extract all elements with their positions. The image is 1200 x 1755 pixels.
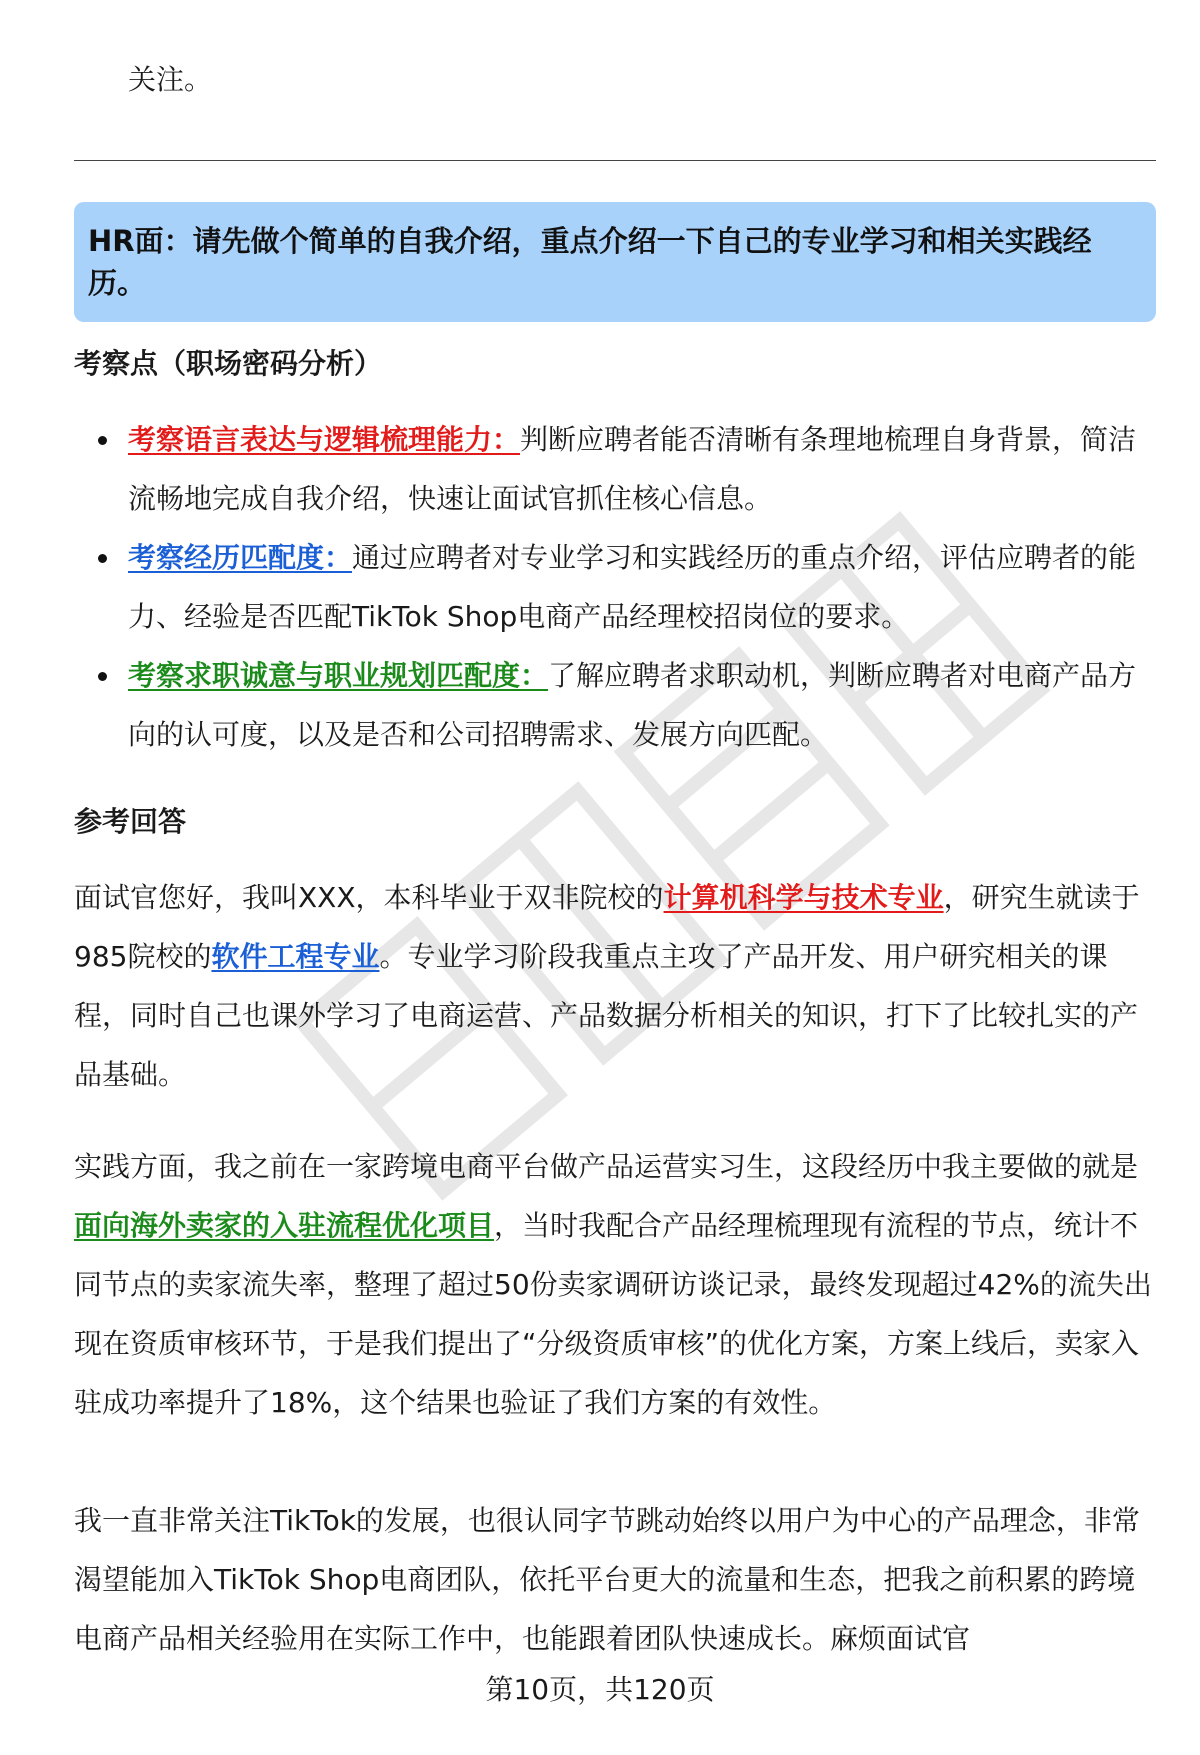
list-item <box>74 646 1154 764</box>
answer-paragraph-2 <box>74 1137 1156 1432</box>
item-text: 了解应聘者求职动机，判断应聘者对电商产品方向的认可度，以及是否和公司招聘需求、发展方向匹配。 <box>128 659 1137 751</box>
answer-heading: 参考回答 <box>74 805 187 838</box>
analysis-heading: 考察点（职场密码分析） <box>74 347 383 380</box>
section-divider <box>74 160 1156 161</box>
bullet-icon <box>98 672 107 681</box>
answer-paragraph-3: 我一直非常关注TikTok的发展，也很认同字节跳动始终以用户为中心的产品理念，非常渴望能加入TikTok Shop电商团队，依托平台更大的流量和生态，把我之前积累的跨境电商产品相关经验用在实际工作中，也能跟着团队快速成长。麻烦面试官 <box>74 1504 1140 1655</box>
analysis-list <box>74 410 1154 764</box>
item-text: 判断应聘者能否清晰有条理地梳理自身背景，简洁流畅地完成自我介绍，快速让面试官抓住核心信息。 <box>128 423 1137 515</box>
paragraph-text: 。专业学习阶段我重点主攻了产品开发、用户研究相关的课程，同时自己也课外学习了电商运营、产品数据分析相关的知识，打下了比较扎实的产品基础。 <box>74 940 1139 1091</box>
paragraph-text: ，研究生就读于985院校的 <box>74 881 1140 973</box>
item-text: 通过应聘者对专业学习和实践经历的重点介绍，评估应聘者的能力、经验是否匹配TikTok Shop电商产品经理校招岗位的要求。 <box>128 541 1137 633</box>
continued-text: 关注。 <box>128 63 213 96</box>
question-box <box>74 202 1156 322</box>
keyword-major-se: 软件工程专业 <box>211 940 380 973</box>
list-item <box>74 528 1154 646</box>
paragraph-text: ，当时我配合产品经理梳理现有流程的节点，统计不同节点的卖家流失率，整理了超过50份卖家调研访谈记录，最终发现超过42%的流失出现在资质审核环节，于是我们提出了“分级资质审核”的优化方案，方案上线后，卖家入驻成功率提升了18%，这个结果也验证了我们方案的有效性。 <box>74 1209 1152 1419</box>
answer-paragraph-1 <box>74 868 1156 1104</box>
paragraph-text: 面试官您好，我叫XXX，本科毕业于双非院校的 <box>74 881 664 914</box>
keyword-major-cs: 计算机科学与技术专业 <box>663 881 944 914</box>
list-item <box>74 410 1154 528</box>
keyword-project: 面向海外卖家的入驻流程优化项目 <box>74 1209 495 1242</box>
keyword-motivation: 考察求职诚意与职业规划匹配度： <box>128 659 549 692</box>
question-text: HR面：请先做个简单的自我介绍，重点介绍一下自己的专业学习和相关实践经历。 <box>88 224 1092 300</box>
paragraph-text: 实践方面，我之前在一家跨境电商平台做产品运营实习生，这段经历中我主要做的就是 <box>74 1150 1139 1183</box>
page-number: 第10页，共120页 <box>485 1673 715 1706</box>
bullet-icon <box>98 436 107 445</box>
keyword-language: 考察语言表达与逻辑梳理能力： <box>128 423 521 456</box>
bullet-icon <box>98 554 107 563</box>
keyword-experience: 考察经历匹配度： <box>128 541 353 574</box>
